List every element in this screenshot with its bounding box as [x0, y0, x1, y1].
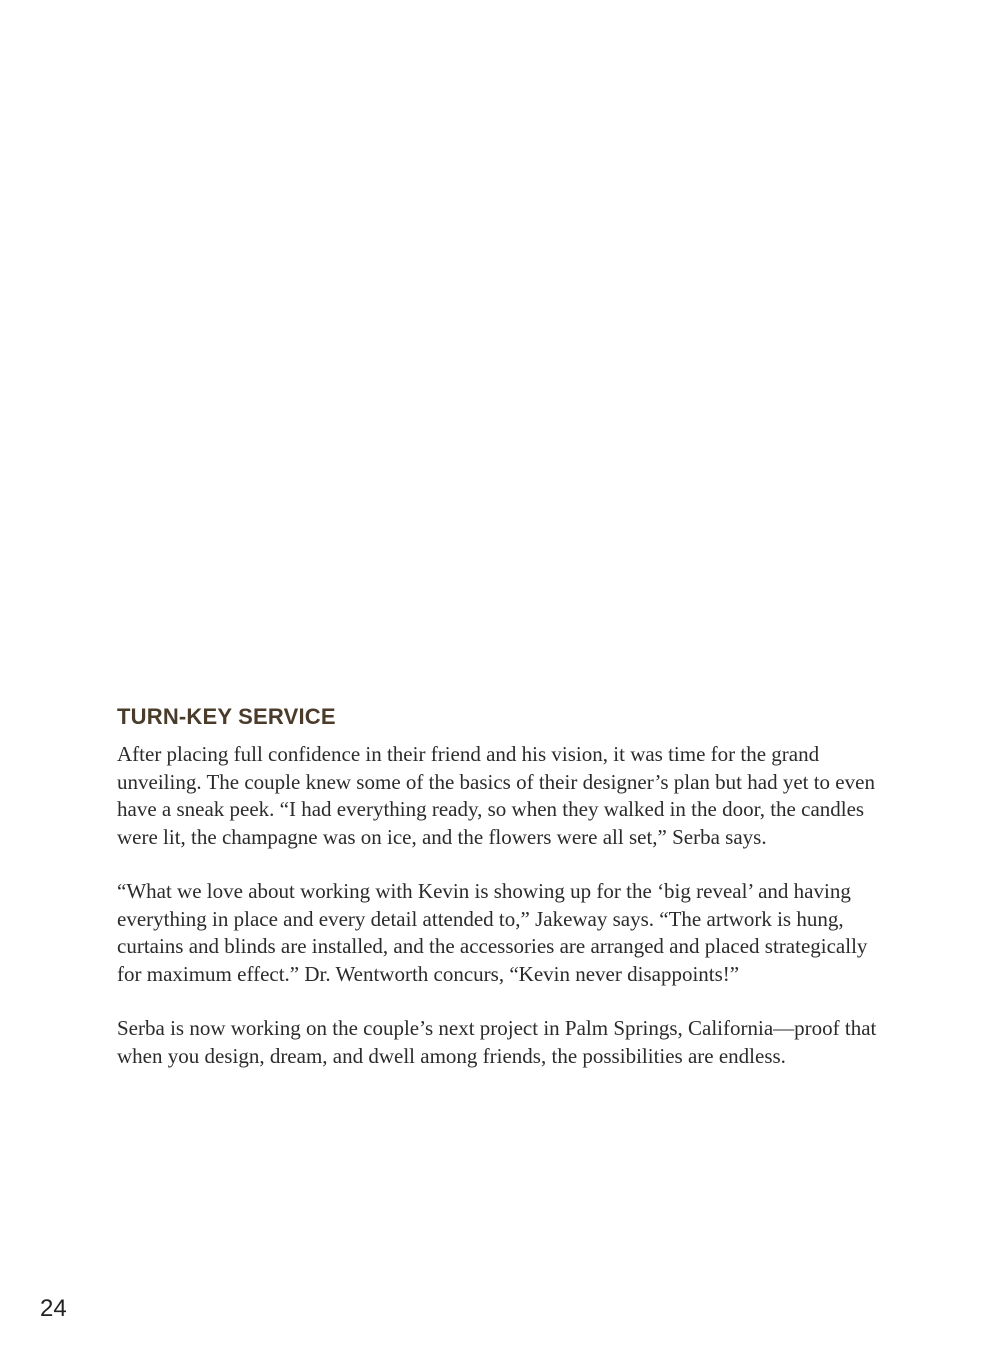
body-paragraph-1: After placing full confidence in their friend and his vision, it was time for the grand unveiling. The couple knew some of the basics of their designer’s plan but had yet to even have a sneak peek. “I had everything ready, so when they walked in the door, the candles were lit, the champagne was on ice, and the flowers were all set,” Serba says.: [117, 742, 875, 849]
body-paragraph-3: Serba is now working on the couple’s next project in Palm Springs, California—proof that when you design, dream, and dwell among friends, the possibilities are endless.: [117, 1016, 877, 1068]
article-section: [117, 703, 882, 1070]
section-heading: TURN-KEY SERVICE: [117, 704, 336, 729]
body-paragraph-2: “What we love about working with Kevin is showing up for the ‘big reveal’ and having everything in place and every detail attended to,” Jakeway says. “The artwork is hung, curtains and blinds are installed, and the accessories are arranged and placed strategically for maximum effect.” Dr. Wentworth concurs, “Kevin never disappoints!”: [117, 879, 868, 986]
page-number: 24: [40, 1295, 67, 1322]
